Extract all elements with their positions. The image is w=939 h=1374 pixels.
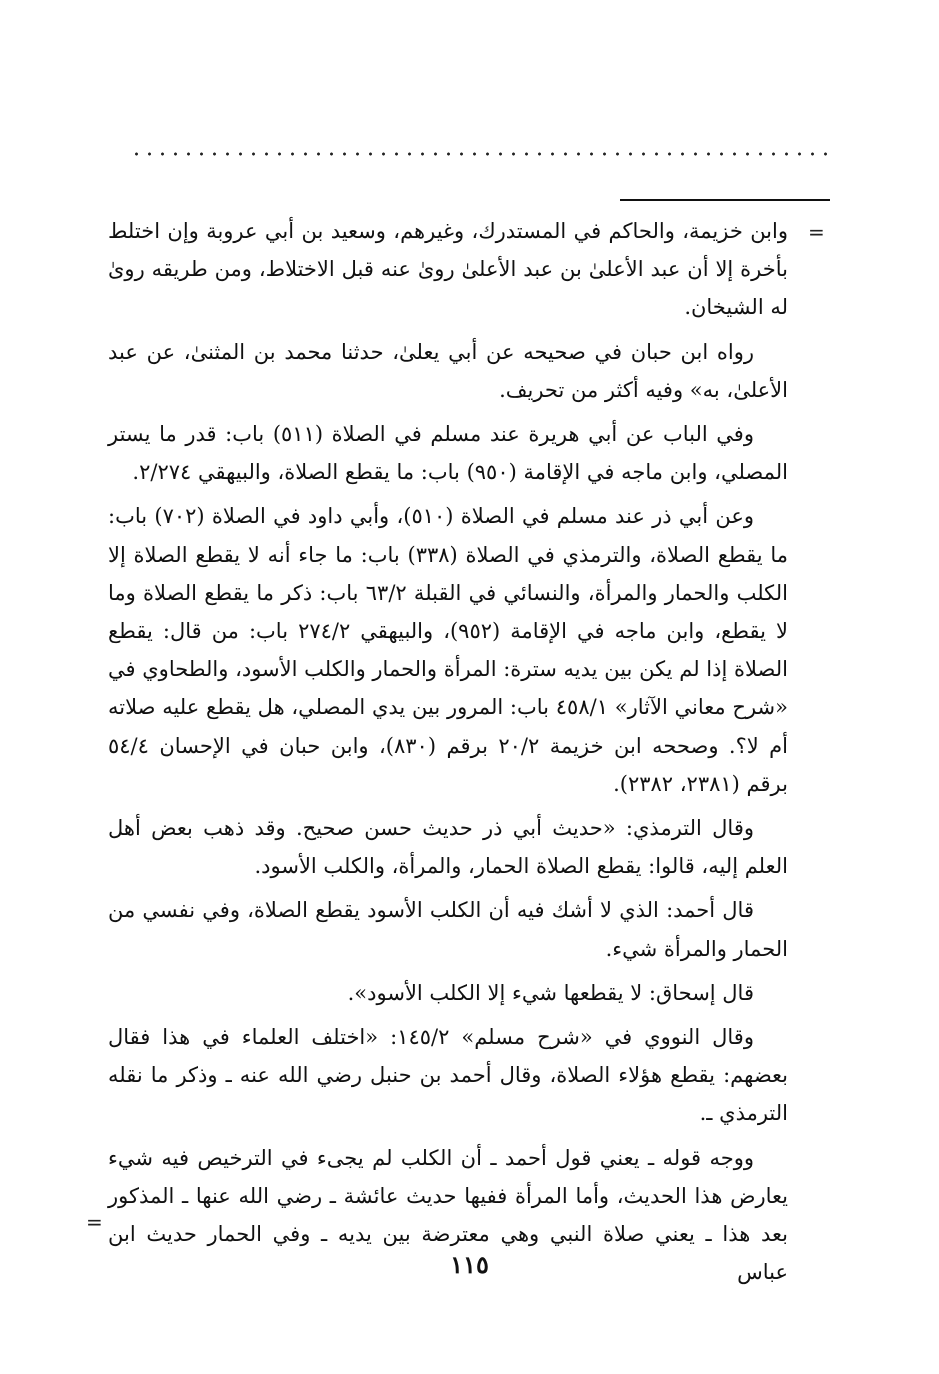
continuation-mark-bottom: = (86, 1210, 103, 1234)
paragraph-6: قال أحمد: الذي لا أشك فيه أن الكلب الأسود يقطع الصلاة، وفي نفسي من الحمار والمرأة شيء. (108, 898, 788, 961)
footnote-text (108, 212, 788, 1297)
paragraph-8: وقال النووي في «شرح مسلم» ١٤٥/٢: «اختلف العلماء في هذا فقال بعضهم: يقطع هؤلاء الصلاة، وقال أحمد بن حنبل رضي الله عنه ـ وذكر ما نقله الترمذي ـ. (108, 1025, 788, 1126)
footnote-rule (620, 199, 830, 201)
continuation-mark-top: = (808, 220, 825, 244)
paragraph-1: وابن خزيمة، والحاكم في المستدرك، وغيرهم، وسعيد بن أبي عروبة وإن اختلط بأخرة إلا أن عبد الأعلىٰ بن عبد الأعلىٰ روىٰ عنه قبل الاختلاط، ومن طريقه روىٰ له الشيخان. (108, 219, 788, 320)
dotted-separator (130, 150, 830, 158)
paragraph-2: رواه ابن حبان في صحيحه عن أبي يعلىٰ، حدثنا محمد بن المثنىٰ، عن عبد الأعلىٰ، به» وفيه أكثر من تحريف. (108, 339, 788, 402)
paragraph-9: ووجه قوله ـ يعني قول أحمد ـ أن الكلب لم يجىء في الترخيص فيه شيء يعارض هذا الحديث، وأما المرأة ففيها حديث عائشة ـ رضي الله عنها ـ المذكور بعد هذا ـ يعني صلاة النبي وهي معترضة بين يديه ـ وفي الحمار حديث ابن عباس (108, 1145, 788, 1285)
paragraph-4: وعن أبي ذر عند مسلم في الصلاة (٥١٠)، وأبي داود في الصلاة (٧٠٢) باب: ما يقطع الصلاة، والترمذي في الصلاة (٣٣٨) باب: ما جاء أنه لا يقطع الصلاة إلا الكلب والحمار والمرأة، والنسائي في القبلة ٦٣/٢ باب: ذكر ما يقطع الصلاة وما لا يقطع، وابن ماجه في الإقامة (٩٥٢)، والبيهقي ٢٧٤/٢ باب: من قال: يقطع الصلاة إذا لم يكن بين يديه سترة: المرأة والحمار والكلب الأسود، والطحاوي في «شرح معاني الآثار» ٤٥٨/١ باب: المرور بين يدي المصلي، هل يقطع عليه صلاته أم لا؟. وصححه ابن خزيمة ٢٠/٢ برقم (٨٣٠)، وابن حبان في الإحسان ٥٤/٤ برقم (٢٣٨١، ٢٣٨٢). (108, 504, 789, 796)
paragraph-3: وفي الباب عن أبي هريرة عند مسلم في الصلاة (٥١١) باب: قدر ما يستر المصلي، وابن ماجه في الإقامة (٩٥٠) باب: ما يقطع الصلاة، والبيهقي ٢/٢٧٤. (108, 422, 788, 485)
paragraph-7: قال إسحاق: لا يقطعها شيء إلا الكلب الأسود». (347, 980, 754, 1005)
paragraph-5: وقال الترمذي: «حديث أبي ذر حديث حسن صحيح. وقد ذهب بعض أهل العلم إليه، قالوا: يقطع الصلاة الحمار، والمرأة، والكلب الأسود. (108, 816, 788, 879)
page-number: ١١٥ (450, 1250, 489, 1279)
